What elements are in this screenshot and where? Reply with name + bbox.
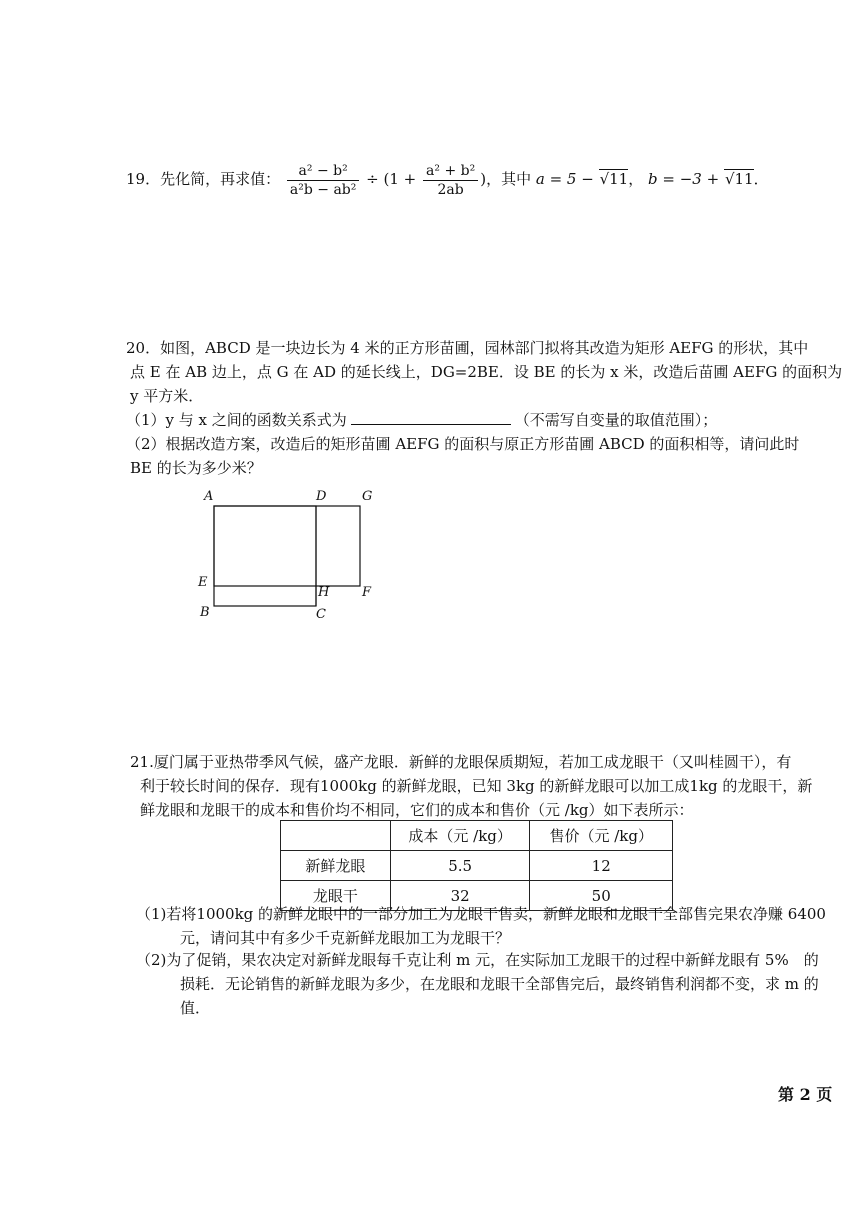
q20-sub2-line-1: （2）根据改造方案，改造后的矩形苗圃 AEFG 的面积与原正方形苗圃 ABCD 的面积相等，请问此时 <box>126 435 800 453</box>
price-table <box>280 820 673 911</box>
q20-sub2-line-2: BE 的长为多少米？ <box>130 459 262 477</box>
label-f: F <box>362 585 372 600</box>
label-e: E <box>198 575 208 590</box>
rectangle-aefg <box>214 506 360 586</box>
table-header-cell: 售价（元 /kg） <box>530 821 673 851</box>
q20-sub1: （1）y 与 x 之间的函数关系式为 （不需写自变量的取值范围）； <box>126 411 718 429</box>
q21-sub2-line-2: 损耗．无论销售的新鲜龙眼为多少，在龙眼和龙眼干全部售完后，最终销售利润都不变，求 m 的 <box>180 975 819 993</box>
q19-expression: 19．先化简，再求值： $\frac{\text{a² − b²}}{\text{a²b − ab²}}$ ÷ (1 + $\frac{\text{a² + b²}}{2ab}$ )，其中 a = 5 − √11， b = −3 + √11． <box>126 162 769 198</box>
table-cell: 12 <box>530 851 673 881</box>
q21-sub1-line-1: （1)若将1000kg 的新鲜龙眼中的一部分加工为龙眼干售卖，新鲜龙眼和龙眼干全部售完果农净赚 6400 <box>136 905 826 923</box>
q21-sub1-line-2: 元，请问其中有多少千克新鲜龙眼加工为龙眼干？ <box>180 929 511 947</box>
label-a: A <box>204 489 214 504</box>
table-header-cell: 成本（元 /kg） <box>390 821 530 851</box>
page-number: 第 2 页 <box>778 1085 833 1104</box>
label-d: D <box>316 489 327 504</box>
table-cell: 新鲜龙眼 <box>281 851 391 881</box>
table-cell: 32 <box>390 881 530 911</box>
q21-sub2-line-1: （2)为了促销，果农决定对新鲜龙眼每千克让利 m 元，在实际加工龙眼干的过程中新鲜龙眼有 5% 的 <box>136 951 819 969</box>
label-g: G <box>362 489 373 504</box>
sqrt-11: √11 <box>724 170 754 188</box>
answer-blank <box>351 410 511 425</box>
q19-fraction-2: $\frac{\text{a² + b²}}{2ab}$ <box>423 162 478 199</box>
q21-line-2: 利于较长时间的保存．现有1000kg 的新鲜龙眼，已知 3kg 的新鲜龙眼可以加工成1kg 的龙眼干，新 <box>140 777 813 795</box>
label-h: H <box>318 585 330 600</box>
q20-line-2: 点 E 在 AB 边上，点 G 在 AD 的延长线上，DG=2BE．设 BE 的长为 x 米，改造后苗圃 AEFG 的面积为 <box>130 363 843 381</box>
q20-line-1: 20．如图，ABCD 是一块边长为 4 米的正方形苗圃，园林部门拟将其改造为矩形 AEFG 的形状，其中 <box>126 339 809 357</box>
table-header-row <box>281 821 673 851</box>
q21-line-1: 21.厦门属于亚热带季风气候，盛产龙眼．新鲜的龙眼保质期短，若加工成龙眼干（又叫桂圆干），有 <box>130 753 792 771</box>
table-header-cell <box>281 821 391 851</box>
table-row <box>281 851 673 881</box>
sqrt-11: √11 <box>599 170 629 188</box>
q20-figure <box>190 480 390 630</box>
label-b: B <box>200 605 210 620</box>
square-abcd <box>214 506 316 606</box>
q19-fraction-1: $\frac{\text{a² − b²}}{\text{a²b − ab²}}$ <box>287 162 359 199</box>
table-cell: 50 <box>530 881 673 911</box>
table-cell: 龙眼干 <box>281 881 391 911</box>
label-c: C <box>316 607 326 622</box>
q20-line-3: y 平方米． <box>130 387 204 405</box>
q21-line-3: 鲜龙眼和龙眼干的成本和售价均不相同，它们的成本和售价（元 /kg）如下表所示： <box>140 801 694 819</box>
table-cell: 5.5 <box>390 851 530 881</box>
q21-sub2-line-3: 值． <box>180 999 211 1017</box>
